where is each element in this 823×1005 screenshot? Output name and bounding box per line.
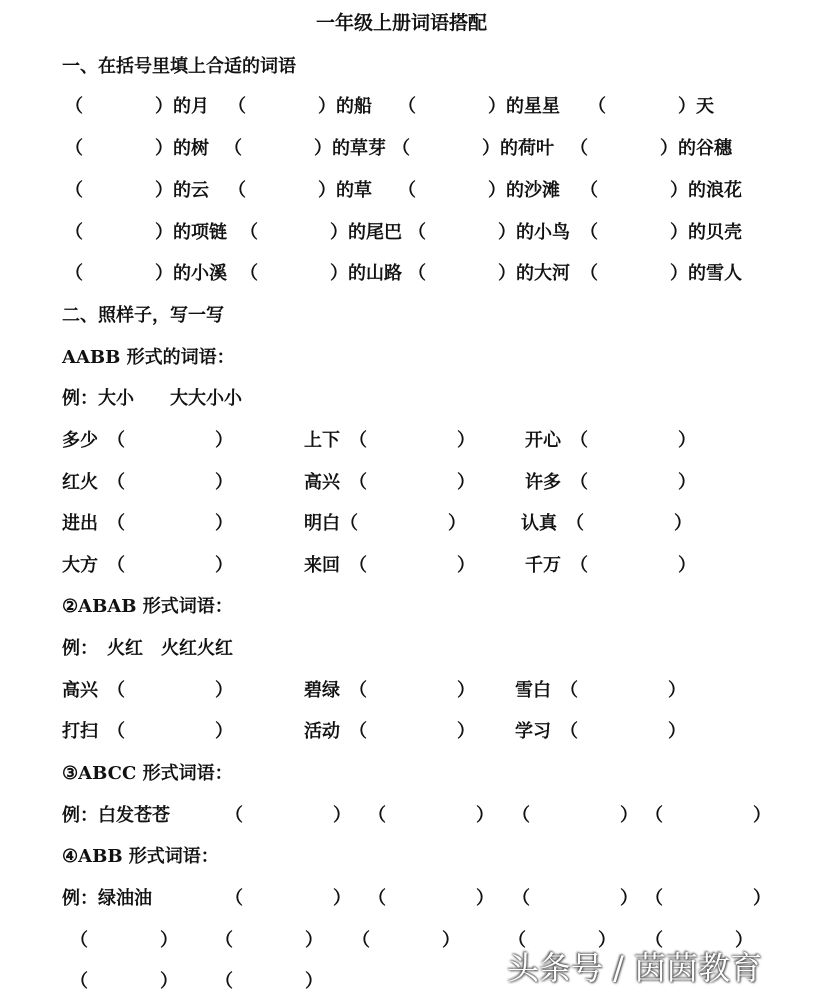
abcc-blank: （ ） [512, 805, 638, 826]
abb-blank: （ ） [70, 930, 178, 951]
section2-heading: 二、照样子，写一写 [62, 305, 224, 326]
fill-item: （ ）的月 [65, 96, 209, 117]
watermark: 头条号 / 茵茵教育 [507, 949, 763, 987]
fill-item: （ ）的草 [228, 180, 372, 201]
aabb-item: 多少 （ ） [62, 430, 233, 451]
aabb-item: 红火 （ ） [62, 472, 233, 493]
fill-item: （ ）的贝壳 [580, 222, 742, 243]
abab-item: 学习 （ ） [515, 721, 686, 742]
abcc-blank: （ ） [645, 805, 771, 826]
fill-item: （ ）的山路 [240, 263, 402, 284]
abab-item: 雪白 （ ） [515, 680, 686, 701]
fill-item: （ ）的尾巴 [240, 222, 402, 243]
abab-label: ②ABAB 形式词语： [62, 596, 233, 617]
aabb-item: 高兴 （ ） [304, 472, 475, 493]
fill-item: （ ）的浪花 [580, 180, 742, 201]
abb-blank: （ ） [512, 888, 638, 909]
abb-blank: （ ） [215, 971, 323, 992]
aabb-item: 来回 （ ） [304, 555, 475, 576]
fill-item: （ ）的沙滩 [398, 180, 560, 201]
abb-label: ④ABB 形式词语： [62, 846, 219, 867]
abb-blank: （ ） [352, 930, 460, 951]
abab-item: 打扫 （ ） [62, 721, 233, 742]
abb-blank: （ ） [70, 971, 178, 992]
fill-item: （ ）的项链 [65, 222, 227, 243]
abb-blank: （ ） [645, 888, 771, 909]
fill-item: （ ）天 [588, 96, 714, 117]
abab-item: 活动 （ ） [304, 721, 475, 742]
fill-item: （ ）的小溪 [65, 263, 227, 284]
fill-item: （ ）的草芽 [224, 138, 386, 159]
aabb-item: 千万 （ ） [525, 555, 696, 576]
aabb-item: 开心 （ ） [525, 430, 696, 451]
fill-item: （ ）的星星 [398, 96, 560, 117]
fill-item: （ ）的大河 [408, 263, 570, 284]
aabb-item: 明白（ ） [304, 513, 466, 534]
abab-item: 高兴 （ ） [62, 680, 233, 701]
fill-item: （ ）的船 [228, 96, 372, 117]
aabb-item: 上下 （ ） [304, 430, 475, 451]
page-title: 一年级上册词语搭配 [316, 12, 488, 34]
aabb-item: 进出 （ ） [62, 513, 233, 534]
abb-example: 例：绿油油 [62, 888, 152, 909]
fill-item: （ ）的树 [65, 138, 209, 159]
fill-item: （ ）的云 [65, 180, 209, 201]
fill-item: （ ）的雪人 [580, 263, 742, 284]
abb-blank: （ ） [508, 930, 616, 951]
aabb-label: AABB 形式的词语： [62, 347, 235, 368]
aabb-example: 例：大小 大大小小 [62, 388, 242, 409]
abab-example: 例： 火红 火红火红 [62, 638, 233, 659]
aabb-item: 大方 （ ） [62, 555, 233, 576]
abb-blank: （ ） [368, 888, 494, 909]
section1-heading: 一、在括号里填上合适的词语 [62, 56, 296, 77]
aabb-item: 许多 （ ） [525, 472, 696, 493]
abb-blank: （ ） [225, 888, 351, 909]
abcc-example: 例：白发苍苍 [62, 805, 170, 826]
aabb-item: 认真 （ ） [521, 513, 692, 534]
abcc-blank: （ ） [225, 805, 351, 826]
abb-blank: （ ） [645, 930, 753, 951]
fill-item: （ ）的谷穗 [570, 138, 732, 159]
abb-blank: （ ） [215, 930, 323, 951]
fill-item: （ ）的荷叶 [392, 138, 554, 159]
abcc-blank: （ ） [368, 805, 494, 826]
fill-item: （ ）的小鸟 [408, 222, 570, 243]
abcc-label: ③ABCC 形式词语： [62, 763, 233, 784]
abab-item: 碧绿 （ ） [304, 680, 475, 701]
